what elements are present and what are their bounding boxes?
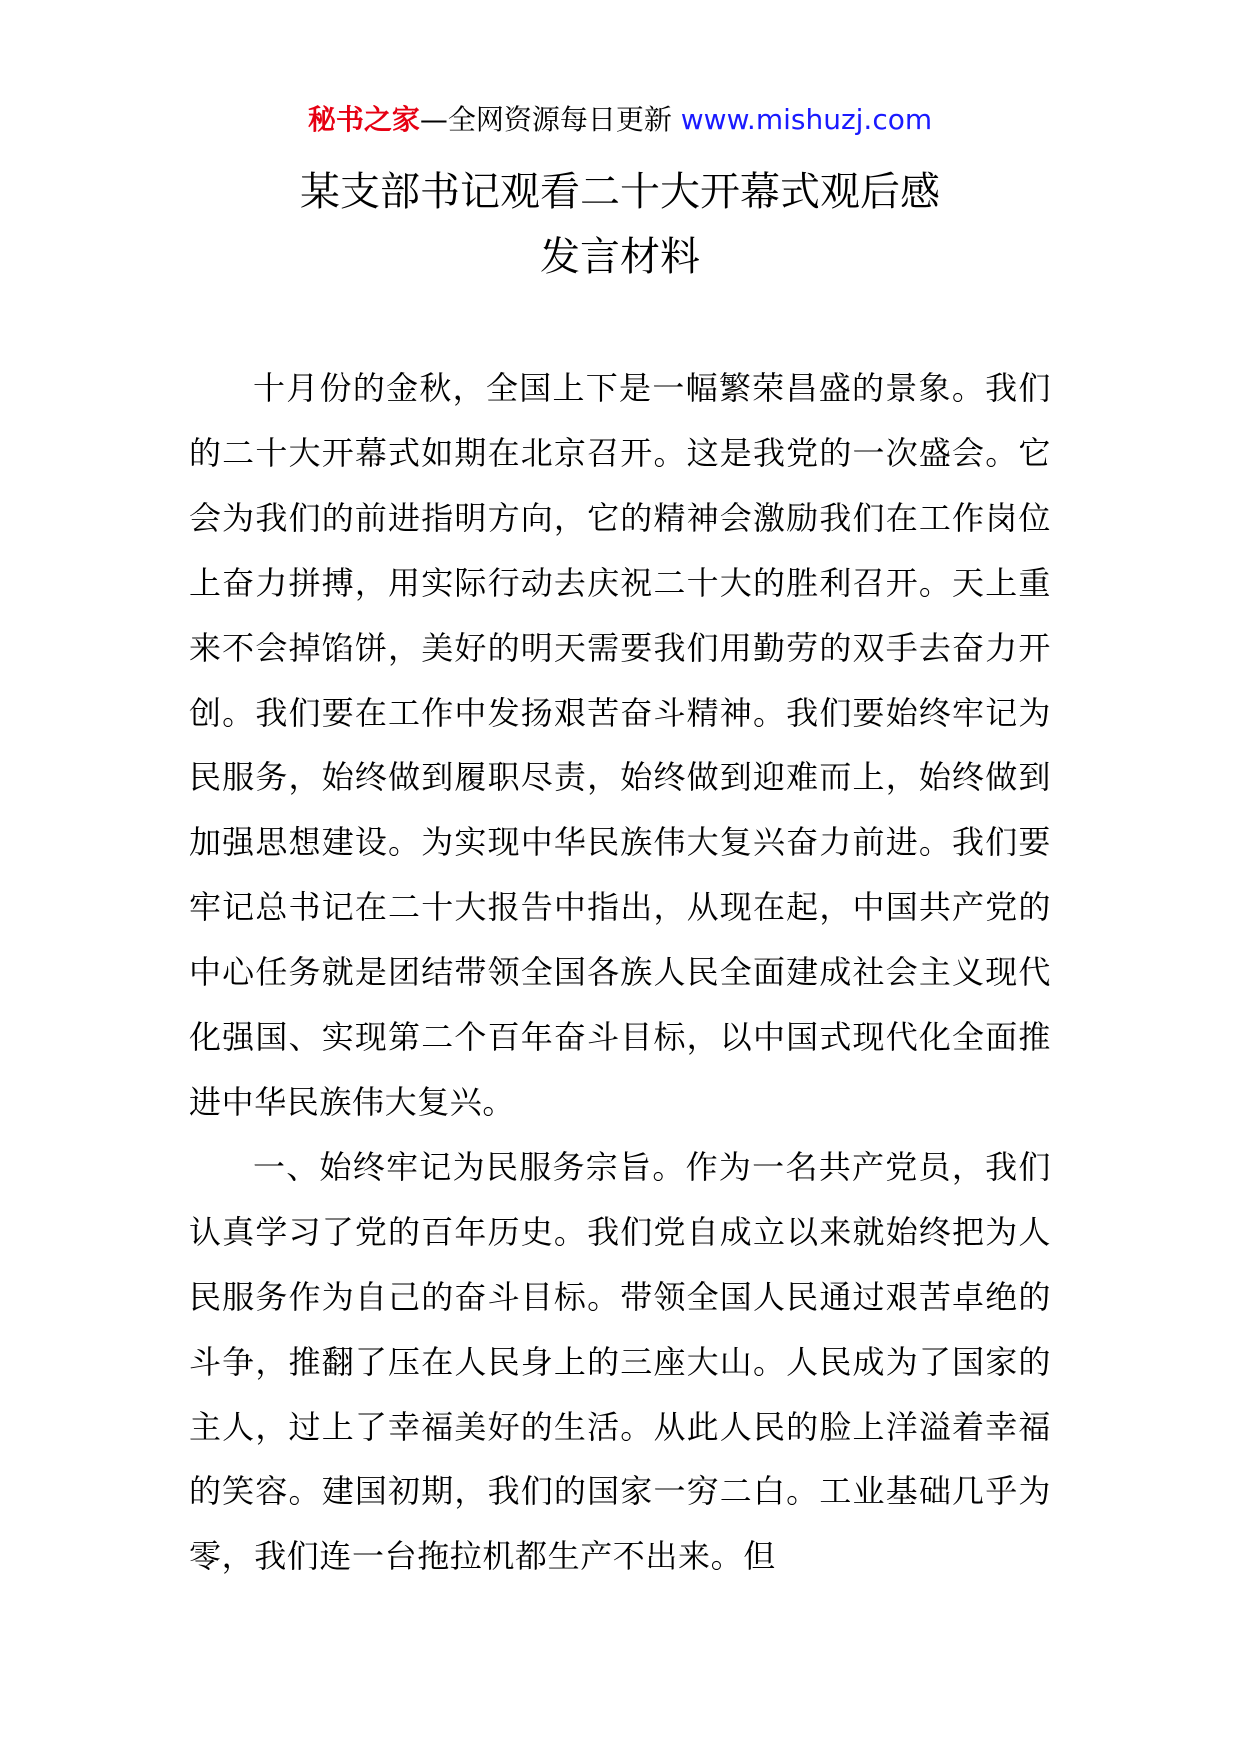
site-header-banner bbox=[0, 100, 1240, 140]
document-title-line1: 某支部书记观看二十大开幕式观后感 bbox=[300, 169, 940, 215]
body-paragraph-2: 一、始终牢记为民服务宗旨。作为一名共产党员，我们认真学习了党的百年历史。我们党自成立以来就始终把为人民服务作为自己的奋斗目标。带领全国人民通过艰苦卓绝的斗争，推翻了压在人民身上的三座大山。人民成为了国家的主人，过上了幸福美好的生活。从此人民的脸上洋溢着幸福的笑容。建国初期，我们的国家一穷二白。工业基础几乎为零，我们连一台拖拉机都生产不出来。但 bbox=[189, 1147, 1051, 1576]
document-body bbox=[189, 356, 1051, 1589]
body-paragraph-1: 十月份的金秋，全国上下是一幅繁荣昌盛的景象。我们的二十大开幕式如期在北京召开。这是我党的一次盛会。它会为我们的前进指明方向，它的精神会激励我们在工作岗位上奋力拼搏，用实际行动去庆祝二十大的胜利召开。天上重来不会掉馅饼，美好的明天需要我们用勤劳的双手去奋力开创。我们要在工作中发扬艰苦奋斗精神。我们要始终牢记为民服务，始终做到履职尽责，始终做到迎难而上，始终做到加强思想建设。为实现中华民族伟大复兴奋力前进。我们要牢记总书记在二十大报告中指出，从现在起，中国共产党的中心任务就是团结带领全国各族人民全面建成社会主义现代化强国、实现第二个百年奋斗目标，以中国式现代化全面推进中华民族伟大复兴。 bbox=[189, 369, 1051, 1121]
banner-tagline: —全网资源每日更新 bbox=[419, 103, 681, 136]
site-url-link[interactable]: www.mishuzj.com bbox=[680, 103, 933, 136]
document-title-line2: 发言材料 bbox=[540, 234, 700, 280]
brand-name: 秘书之家 bbox=[307, 103, 420, 136]
